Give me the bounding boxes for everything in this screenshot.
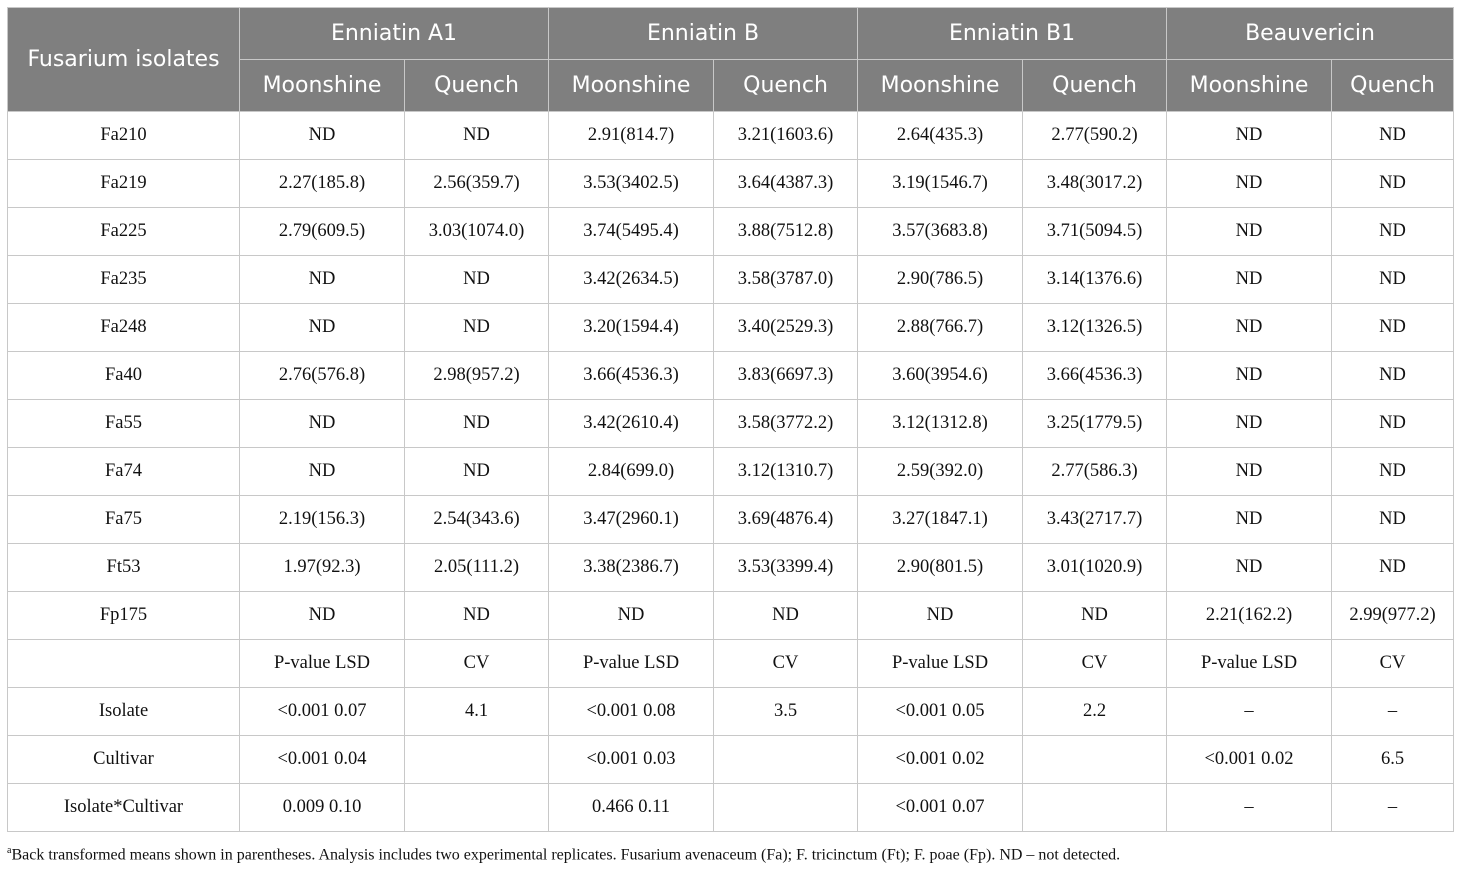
- table-cell: 4.1: [405, 688, 549, 736]
- column-header-isolates: Fusarium isolates: [8, 8, 240, 112]
- table-cell: <0.001 0.05: [858, 688, 1023, 736]
- table-cell: 3.64(4387.3): [714, 160, 858, 208]
- table-cell: <0.001 0.04: [240, 736, 405, 784]
- table-cell: 2.76(576.8): [240, 352, 405, 400]
- table-cell: 3.60(3954.6): [858, 352, 1023, 400]
- table-cell: 2.91(814.7): [549, 112, 714, 160]
- table-cell: 0.009 0.10: [240, 784, 405, 832]
- row-label: Ft53: [8, 544, 240, 592]
- table-cell: ND: [405, 592, 549, 640]
- table-cell: ND: [714, 592, 858, 640]
- table-cell: 6.5: [1332, 736, 1454, 784]
- table-row: [8, 688, 1454, 736]
- table-cell: ND: [1332, 112, 1454, 160]
- table-cell: 3.58(3787.0): [714, 256, 858, 304]
- table-cell: 3.53(3399.4): [714, 544, 858, 592]
- table-row: [8, 352, 1454, 400]
- table-cell: 2.27(185.8): [240, 160, 405, 208]
- group-header-enniatin-b: Enniatin B: [549, 8, 858, 60]
- table-cell: 3.12(1326.5): [1023, 304, 1167, 352]
- table-cell: 3.25(1779.5): [1023, 400, 1167, 448]
- row-label: Fa40: [8, 352, 240, 400]
- table-cell: [714, 736, 858, 784]
- table-cell: ND: [405, 112, 549, 160]
- subheader-cultivar: Moonshine: [1167, 60, 1332, 112]
- table-row: [8, 736, 1454, 784]
- table-cell: ND: [1332, 544, 1454, 592]
- table-cell: P-value LSD: [240, 640, 405, 688]
- table-cell: [714, 784, 858, 832]
- table-cell: 2.2: [1023, 688, 1167, 736]
- table-cell: ND: [1332, 304, 1454, 352]
- table-cell: ND: [240, 448, 405, 496]
- row-label: Fa225: [8, 208, 240, 256]
- table-cell: <0.001 0.07: [858, 784, 1023, 832]
- table-cell: 0.466 0.11: [549, 784, 714, 832]
- table-row: [8, 592, 1454, 640]
- table-cell: 2.59(392.0): [858, 448, 1023, 496]
- header-row-groups: [8, 8, 1454, 60]
- row-label: Fa210: [8, 112, 240, 160]
- row-label: Fa219: [8, 160, 240, 208]
- table-cell: ND: [1332, 400, 1454, 448]
- table-row: [8, 496, 1454, 544]
- row-label: Isolate*Cultivar: [8, 784, 240, 832]
- table-cell: 3.57(3683.8): [858, 208, 1023, 256]
- table-cell: 3.12(1310.7): [714, 448, 858, 496]
- table-cell: ND: [1332, 496, 1454, 544]
- table-cell: <0.001 0.07: [240, 688, 405, 736]
- table-cell: 2.19(156.3): [240, 496, 405, 544]
- table-cell: 3.47(2960.1): [549, 496, 714, 544]
- footnote-text: Back transformed means shown in parentheses. Analysis includes two experimental replicates. Fusarium avenaceum (Fa); F. tricinctum (Ft); F. poae (Fp). ND – not detected.: [11, 846, 1121, 864]
- table-cell: CV: [714, 640, 858, 688]
- table-row: [8, 784, 1454, 832]
- table-cell: 3.14(1376.6): [1023, 256, 1167, 304]
- table-cell: [1023, 736, 1167, 784]
- subheader-cultivar: Quench: [405, 60, 549, 112]
- table-cell: ND: [405, 448, 549, 496]
- subheader-cultivar: Moonshine: [549, 60, 714, 112]
- table-cell: ND: [240, 592, 405, 640]
- table-row: [8, 160, 1454, 208]
- table-cell: P-value LSD: [1167, 640, 1332, 688]
- table-cell: P-value LSD: [858, 640, 1023, 688]
- table-row: [8, 304, 1454, 352]
- table-cell: ND: [1167, 400, 1332, 448]
- table-cell: 3.20(1594.4): [549, 304, 714, 352]
- table-cell: 2.98(957.2): [405, 352, 549, 400]
- table-cell: <0.001 0.03: [549, 736, 714, 784]
- table-cell: 3.66(4536.3): [549, 352, 714, 400]
- subheader-cultivar: Quench: [714, 60, 858, 112]
- table-cell: 2.79(609.5): [240, 208, 405, 256]
- table-cell: 2.64(435.3): [858, 112, 1023, 160]
- table-cell: 3.88(7512.8): [714, 208, 858, 256]
- table-cell: ND: [240, 256, 405, 304]
- table-cell: –: [1167, 784, 1332, 832]
- row-label: Fa235: [8, 256, 240, 304]
- group-header-enniatin-b1: Enniatin B1: [858, 8, 1167, 60]
- table-cell: 1.97(92.3): [240, 544, 405, 592]
- table-cell: ND: [240, 112, 405, 160]
- table-cell: 3.74(5495.4): [549, 208, 714, 256]
- table-cell: ND: [549, 592, 714, 640]
- table-cell: 3.83(6697.3): [714, 352, 858, 400]
- table-cell: –: [1332, 784, 1454, 832]
- row-label: Cultivar: [8, 736, 240, 784]
- table-cell: [1023, 784, 1167, 832]
- row-label: Fp175: [8, 592, 240, 640]
- table-cell: 3.38(2386.7): [549, 544, 714, 592]
- table-cell: 3.48(3017.2): [1023, 160, 1167, 208]
- table-cell: 3.01(1020.9): [1023, 544, 1167, 592]
- table-cell: <0.001 0.02: [858, 736, 1023, 784]
- table-cell: 3.03(1074.0): [405, 208, 549, 256]
- table-cell: ND: [405, 304, 549, 352]
- table-cell: ND: [1023, 592, 1167, 640]
- table-cell: ND: [405, 400, 549, 448]
- table-cell: ND: [1332, 256, 1454, 304]
- table-cell: 3.69(4876.4): [714, 496, 858, 544]
- table-cell: 3.40(2529.3): [714, 304, 858, 352]
- table-cell: [405, 784, 549, 832]
- table-cell: 3.42(2634.5): [549, 256, 714, 304]
- table-cell: 3.5: [714, 688, 858, 736]
- table-cell: ND: [1332, 160, 1454, 208]
- table-cell: 3.19(1546.7): [858, 160, 1023, 208]
- table-cell: 3.12(1312.8): [858, 400, 1023, 448]
- table-cell: [405, 736, 549, 784]
- table-cell: ND: [1167, 160, 1332, 208]
- table-cell: –: [1167, 688, 1332, 736]
- table-cell: 3.42(2610.4): [549, 400, 714, 448]
- table-cell: ND: [858, 592, 1023, 640]
- row-label: Isolate: [8, 688, 240, 736]
- row-label: Fa55: [8, 400, 240, 448]
- table-cell: ND: [1167, 304, 1332, 352]
- table-row: [8, 640, 1454, 688]
- table-cell: 3.43(2717.7): [1023, 496, 1167, 544]
- table-cell: <0.001 0.08: [549, 688, 714, 736]
- table-cell: ND: [1167, 352, 1332, 400]
- table-row: [8, 544, 1454, 592]
- table-cell: CV: [1332, 640, 1454, 688]
- table-cell: ND: [1167, 256, 1332, 304]
- table-cell: P-value LSD: [549, 640, 714, 688]
- table-cell: ND: [240, 304, 405, 352]
- table-cell: 3.58(3772.2): [714, 400, 858, 448]
- group-header-beauvericin: Beauvericin: [1167, 8, 1454, 60]
- table-cell: <0.001 0.02: [1167, 736, 1332, 784]
- row-label: Fa248: [8, 304, 240, 352]
- table-cell: 2.77(586.3): [1023, 448, 1167, 496]
- table-cell: ND: [1167, 112, 1332, 160]
- table-body: [8, 112, 1454, 832]
- subheader-cultivar: Moonshine: [240, 60, 405, 112]
- table-cell: ND: [1332, 352, 1454, 400]
- table-row: [8, 400, 1454, 448]
- table-row: [8, 256, 1454, 304]
- group-header-enniatin-a1: Enniatin A1: [240, 8, 549, 60]
- table-cell: ND: [1167, 448, 1332, 496]
- table-cell: ND: [240, 400, 405, 448]
- subheader-cultivar: Quench: [1332, 60, 1454, 112]
- table-cell: ND: [1332, 208, 1454, 256]
- table-cell: 2.84(699.0): [549, 448, 714, 496]
- table-cell: 3.21(1603.6): [714, 112, 858, 160]
- table-cell: ND: [1332, 448, 1454, 496]
- table-cell: –: [1332, 688, 1454, 736]
- table-cell: 2.90(801.5): [858, 544, 1023, 592]
- table-cell: ND: [1167, 544, 1332, 592]
- table-footnote: [7, 845, 1120, 864]
- table-cell: 3.66(4536.3): [1023, 352, 1167, 400]
- table-cell: 3.71(5094.5): [1023, 208, 1167, 256]
- table-cell: 2.99(977.2): [1332, 592, 1454, 640]
- subheader-cultivar: Moonshine: [858, 60, 1023, 112]
- table-cell: CV: [405, 640, 549, 688]
- table-cell: 2.21(162.2): [1167, 592, 1332, 640]
- table-cell: 3.53(3402.5): [549, 160, 714, 208]
- table-cell: 2.77(590.2): [1023, 112, 1167, 160]
- table-cell: ND: [405, 256, 549, 304]
- table-row: [8, 448, 1454, 496]
- mycotoxin-table: [7, 7, 1454, 832]
- table-cell: 2.88(766.7): [858, 304, 1023, 352]
- table-row: [8, 112, 1454, 160]
- row-label: Fa74: [8, 448, 240, 496]
- table-cell: 2.05(111.2): [405, 544, 549, 592]
- row-label: Fa75: [8, 496, 240, 544]
- table-cell: 2.56(359.7): [405, 160, 549, 208]
- table-row: [8, 208, 1454, 256]
- row-label: [8, 640, 240, 688]
- table-cell: ND: [1167, 496, 1332, 544]
- table-cell: 2.54(343.6): [405, 496, 549, 544]
- table-container: [7, 7, 1453, 832]
- footnote-marker: a: [7, 845, 12, 856]
- subheader-cultivar: Quench: [1023, 60, 1167, 112]
- table-cell: CV: [1023, 640, 1167, 688]
- table-cell: 2.90(786.5): [858, 256, 1023, 304]
- table-cell: 3.27(1847.1): [858, 496, 1023, 544]
- table-cell: ND: [1167, 208, 1332, 256]
